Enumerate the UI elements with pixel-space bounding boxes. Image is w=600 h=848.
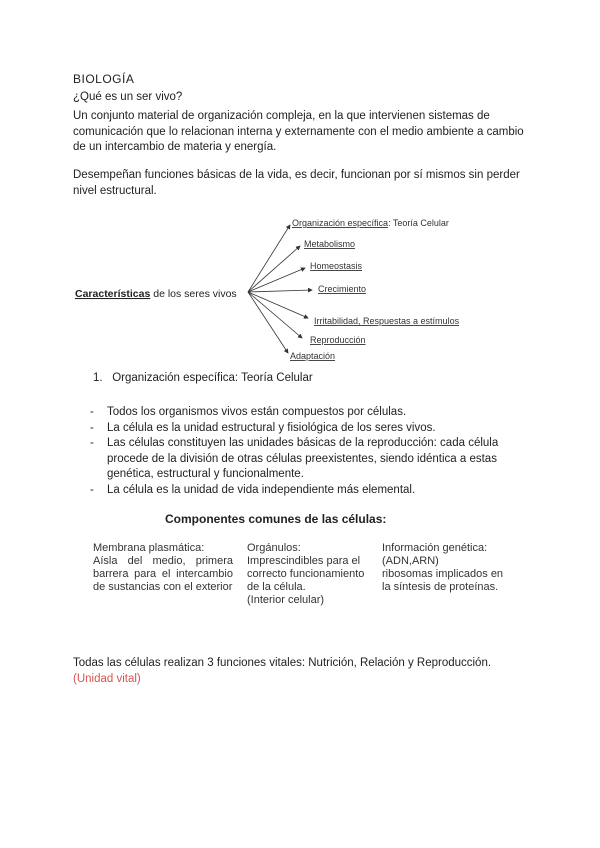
component-info-head: Información genética: <box>382 542 488 554</box>
branch-adaptacion: Adaptación <box>290 351 336 361</box>
branch-irritabilidad: Irritabilidad, Respuestas a estímulos <box>314 316 460 326</box>
summary <box>73 656 491 687</box>
branch-homeostasis: Homeostasis <box>310 261 363 271</box>
list-item: - La célula es la unidad estructural y fisiológica de los seres vivos. <box>90 421 436 434</box>
cell-theory-list <box>90 405 530 498</box>
component-organulos-body: Imprescindibles para el correcto funcionamiento de la célula. <box>247 555 365 593</box>
component-membrana-body: Aísla del medio, primera barrera para el intercambio de sustancias con el exterior <box>93 555 233 593</box>
document-title: BIOLOGÍA <box>73 72 135 86</box>
component-info-extra: ribosomas implicados en la síntesis de proteínas. <box>382 568 504 593</box>
characteristics-diagram <box>0 210 600 370</box>
intro-paragraph-1: Un conjunto material de organización compleja, en la que intervienen sistemas de comunicación que lo relacionan interna y externamente con el medio ambiente a cambio de un intercambio de materia y energía. <box>73 110 524 153</box>
component-membrana <box>93 542 233 594</box>
question-heading: ¿Qué es un ser vivo? <box>73 91 183 103</box>
component-info-genetica <box>382 542 507 594</box>
arrow-6 <box>248 292 302 338</box>
diagram-arrows <box>248 225 312 353</box>
arrow-1 <box>248 225 290 292</box>
arrow-3 <box>248 268 305 292</box>
branch-metabolismo: Metabolismo <box>304 239 356 249</box>
component-organulos-head: Orgánulos: <box>247 542 301 554</box>
section-1-heading <box>93 372 313 384</box>
section-1-title: Organización específica: Teoría Celular <box>112 372 313 384</box>
arrow-4 <box>248 290 312 292</box>
component-organulos <box>247 542 371 607</box>
components-title: Componentes comunes de las células: <box>165 512 387 526</box>
intro-paragraph-2: Desempeñan funciones básicas de la vida, es decir, funcionan por sí mismos sin perder nivel estructural. <box>73 169 520 197</box>
summary-text: Todas las células realizan 3 funciones vitales: Nutrición, Relación y Reproducción. <box>73 657 492 669</box>
component-organulos-extra: (Interior celular) <box>247 594 325 606</box>
diagram-root: Características de los seres vivos <box>75 288 237 300</box>
list-item: - Las células constituyen las unidades básicas de la reproducción: cada célula procede de la división de otras células preexistentes, siendo idéntica a estas genética, estructural y funcionalmente. <box>90 437 499 480</box>
arrow-7 <box>248 292 288 353</box>
branch-crecimiento: Crecimiento <box>318 284 367 294</box>
summary-note: (Unidad vital) <box>73 672 141 685</box>
section-1-number: 1. <box>93 372 103 384</box>
list-item: - La célula es la unidad de vida independiente más elemental. <box>90 483 416 496</box>
component-info-body: (ADN,ARN) <box>382 555 439 567</box>
component-membrana-head: Membrana plasmática: <box>93 542 205 554</box>
list-item: - Todos los organismos vivos están compuestos por células. <box>90 406 407 418</box>
branch-reproduccion: Reproducción <box>310 335 366 345</box>
arrow-2 <box>248 246 300 292</box>
branch-organizacion: Organización específica: Teoría Celular <box>292 218 449 228</box>
